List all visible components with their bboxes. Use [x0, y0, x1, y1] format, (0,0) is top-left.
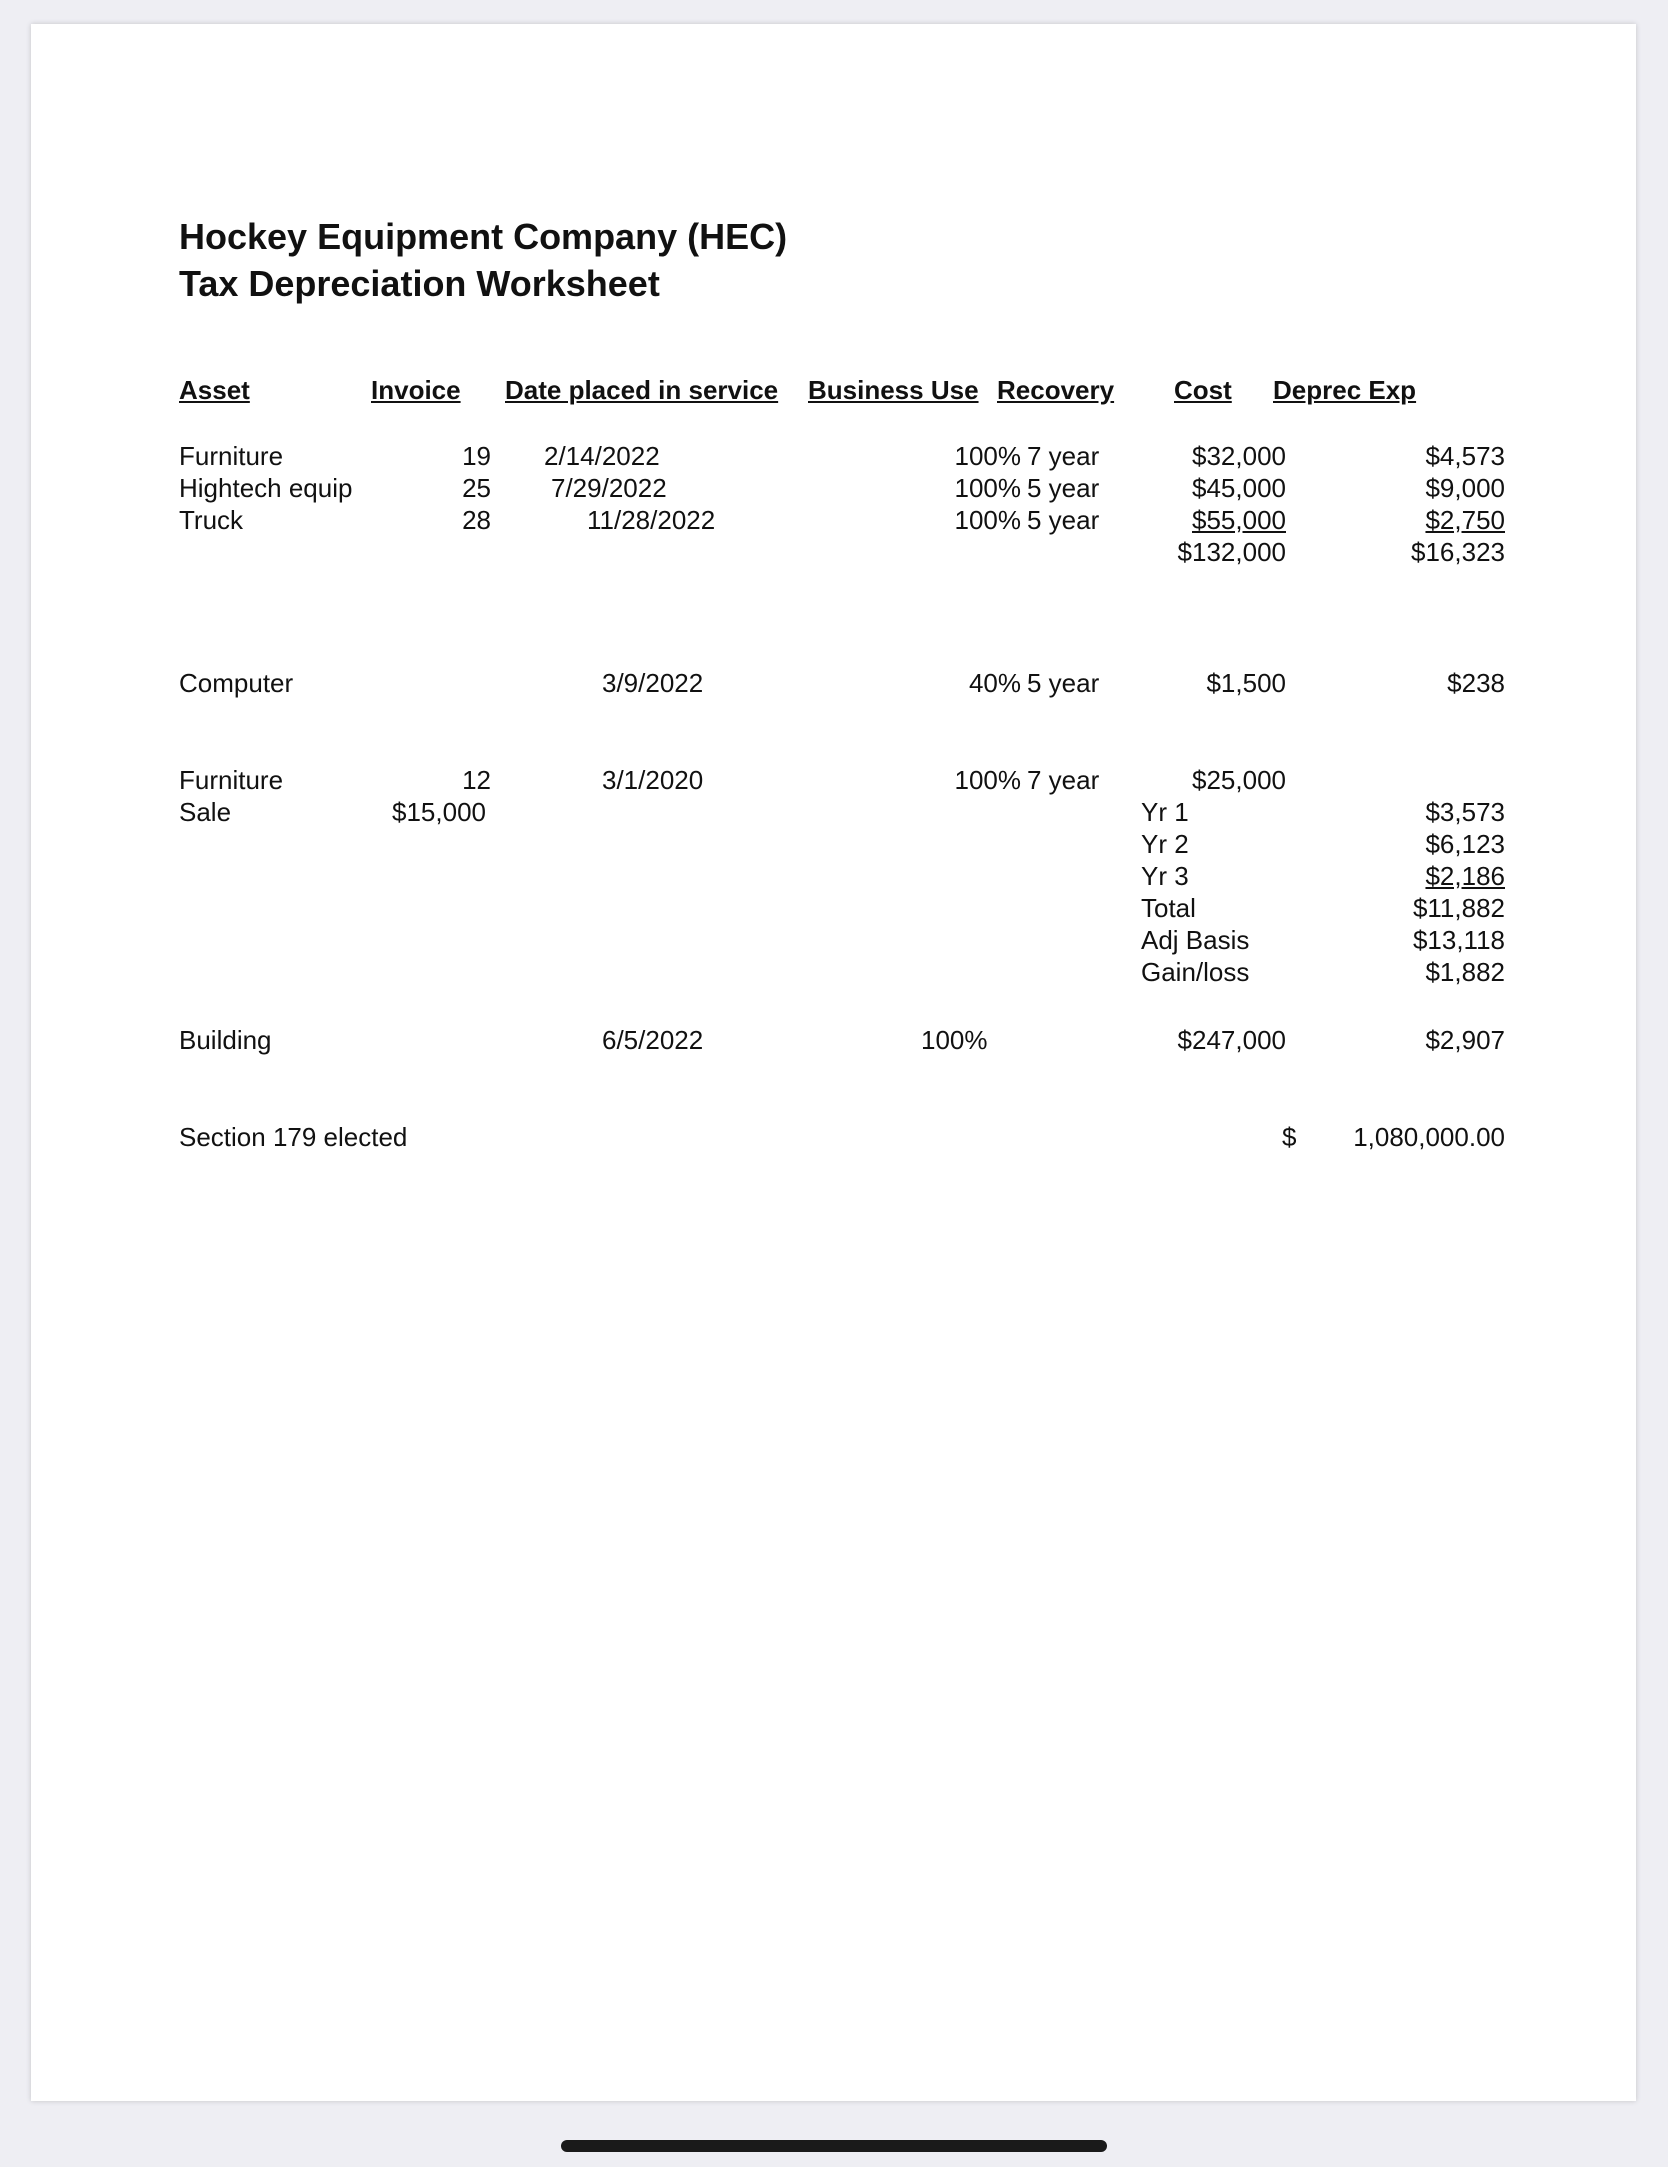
- total-value: $11,882: [1412, 893, 1505, 923]
- cost-value: $247,000: [1177, 1025, 1286, 1055]
- date-in-service: 3/9/2022: [602, 668, 704, 698]
- header-recovery: Recovery: [997, 375, 1115, 405]
- business-use-pct: 40%: [968, 668, 1021, 698]
- yr-1-value: $3,573: [1425, 797, 1505, 827]
- yr-2-value: $6,123: [1425, 829, 1505, 859]
- header-deprec-exp: Deprec Exp: [1273, 375, 1417, 405]
- title-line-2: Tax Depreciation Worksheet: [179, 263, 660, 304]
- asset-name: Hightech equip: [179, 473, 353, 503]
- business-use-pct: 100%: [954, 765, 1021, 795]
- recovery-period: 7 year: [1027, 765, 1100, 795]
- yr-1-label: Yr 1: [1141, 797, 1189, 827]
- section-179-currency: $: [1282, 1122, 1297, 1152]
- recovery-period: 5 year: [1027, 668, 1100, 698]
- cost-value: $25,000: [1192, 765, 1286, 795]
- header-business-use: Business Use: [808, 375, 979, 405]
- cost-total: $132,000: [1177, 537, 1286, 567]
- section-179-label: Section 179 elected: [179, 1122, 408, 1152]
- title-line-1: Hockey Equipment Company (HEC): [179, 216, 788, 257]
- business-use-pct: 100%: [921, 1025, 988, 1055]
- gain-loss-value: $1,882: [1425, 957, 1505, 987]
- header-date: Date placed in service: [505, 375, 779, 405]
- recovery-period: 5 year: [1027, 473, 1100, 503]
- business-use-pct: 100%: [954, 473, 1021, 503]
- home-indicator[interactable]: [561, 2140, 1107, 2152]
- yr-3-label: Yr 3: [1141, 861, 1189, 891]
- recovery-period: 5 year: [1027, 505, 1100, 535]
- asset-name: Computer: [179, 668, 294, 698]
- date-in-service: 6/5/2022: [602, 1025, 704, 1055]
- business-use-pct: 100%: [954, 441, 1021, 471]
- cost-value: $45,000: [1192, 473, 1286, 503]
- adj-basis-label: Adj Basis: [1141, 925, 1250, 955]
- asset-name: Furniture: [179, 441, 284, 471]
- business-use-pct: 100%: [954, 505, 1021, 535]
- date-in-service: 11/28/2022: [587, 505, 716, 535]
- asset-name: Truck: [179, 505, 244, 535]
- asset-name: Building: [179, 1025, 272, 1055]
- deprec-value: $2,907: [1425, 1025, 1505, 1055]
- deprec-value: $9,000: [1425, 473, 1505, 503]
- date-in-service: 3/1/2020: [602, 765, 704, 795]
- section-179-amount: 1,080,000.00: [1353, 1122, 1505, 1152]
- header-cost: Cost: [1174, 375, 1232, 405]
- date-in-service: 2/14/2022: [544, 441, 660, 471]
- sale-amount: $15,000: [392, 797, 486, 827]
- cost-value: $55,000: [1192, 505, 1286, 535]
- deprec-total: $16,323: [1411, 537, 1505, 567]
- adj-basis-value: $13,118: [1412, 925, 1505, 955]
- gain-loss-label: Gain/loss: [1141, 957, 1250, 987]
- total-label: Total: [1141, 893, 1196, 923]
- deprec-value: $4,573: [1425, 441, 1505, 471]
- cost-value: $32,000: [1192, 441, 1286, 471]
- cost-value: $1,500: [1206, 668, 1286, 698]
- deprec-value: $238: [1447, 668, 1505, 698]
- invoice-number: 25: [462, 473, 491, 503]
- sale-label: Sale: [179, 797, 232, 827]
- worksheet-page: [31, 24, 1636, 2101]
- yr-3-value: $2,186: [1425, 861, 1505, 891]
- deprec-value: $2,750: [1425, 505, 1505, 535]
- header-invoice: Invoice: [371, 375, 461, 405]
- date-in-service: 7/29/2022: [551, 473, 667, 503]
- invoice-number: 12: [462, 765, 491, 795]
- invoice-number: 28: [462, 505, 491, 535]
- recovery-period: 7 year: [1027, 441, 1100, 471]
- asset-name: Furniture: [179, 765, 284, 795]
- yr-2-label: Yr 2: [1141, 829, 1189, 859]
- header-asset: Asset: [179, 375, 250, 405]
- invoice-number: 19: [462, 441, 491, 471]
